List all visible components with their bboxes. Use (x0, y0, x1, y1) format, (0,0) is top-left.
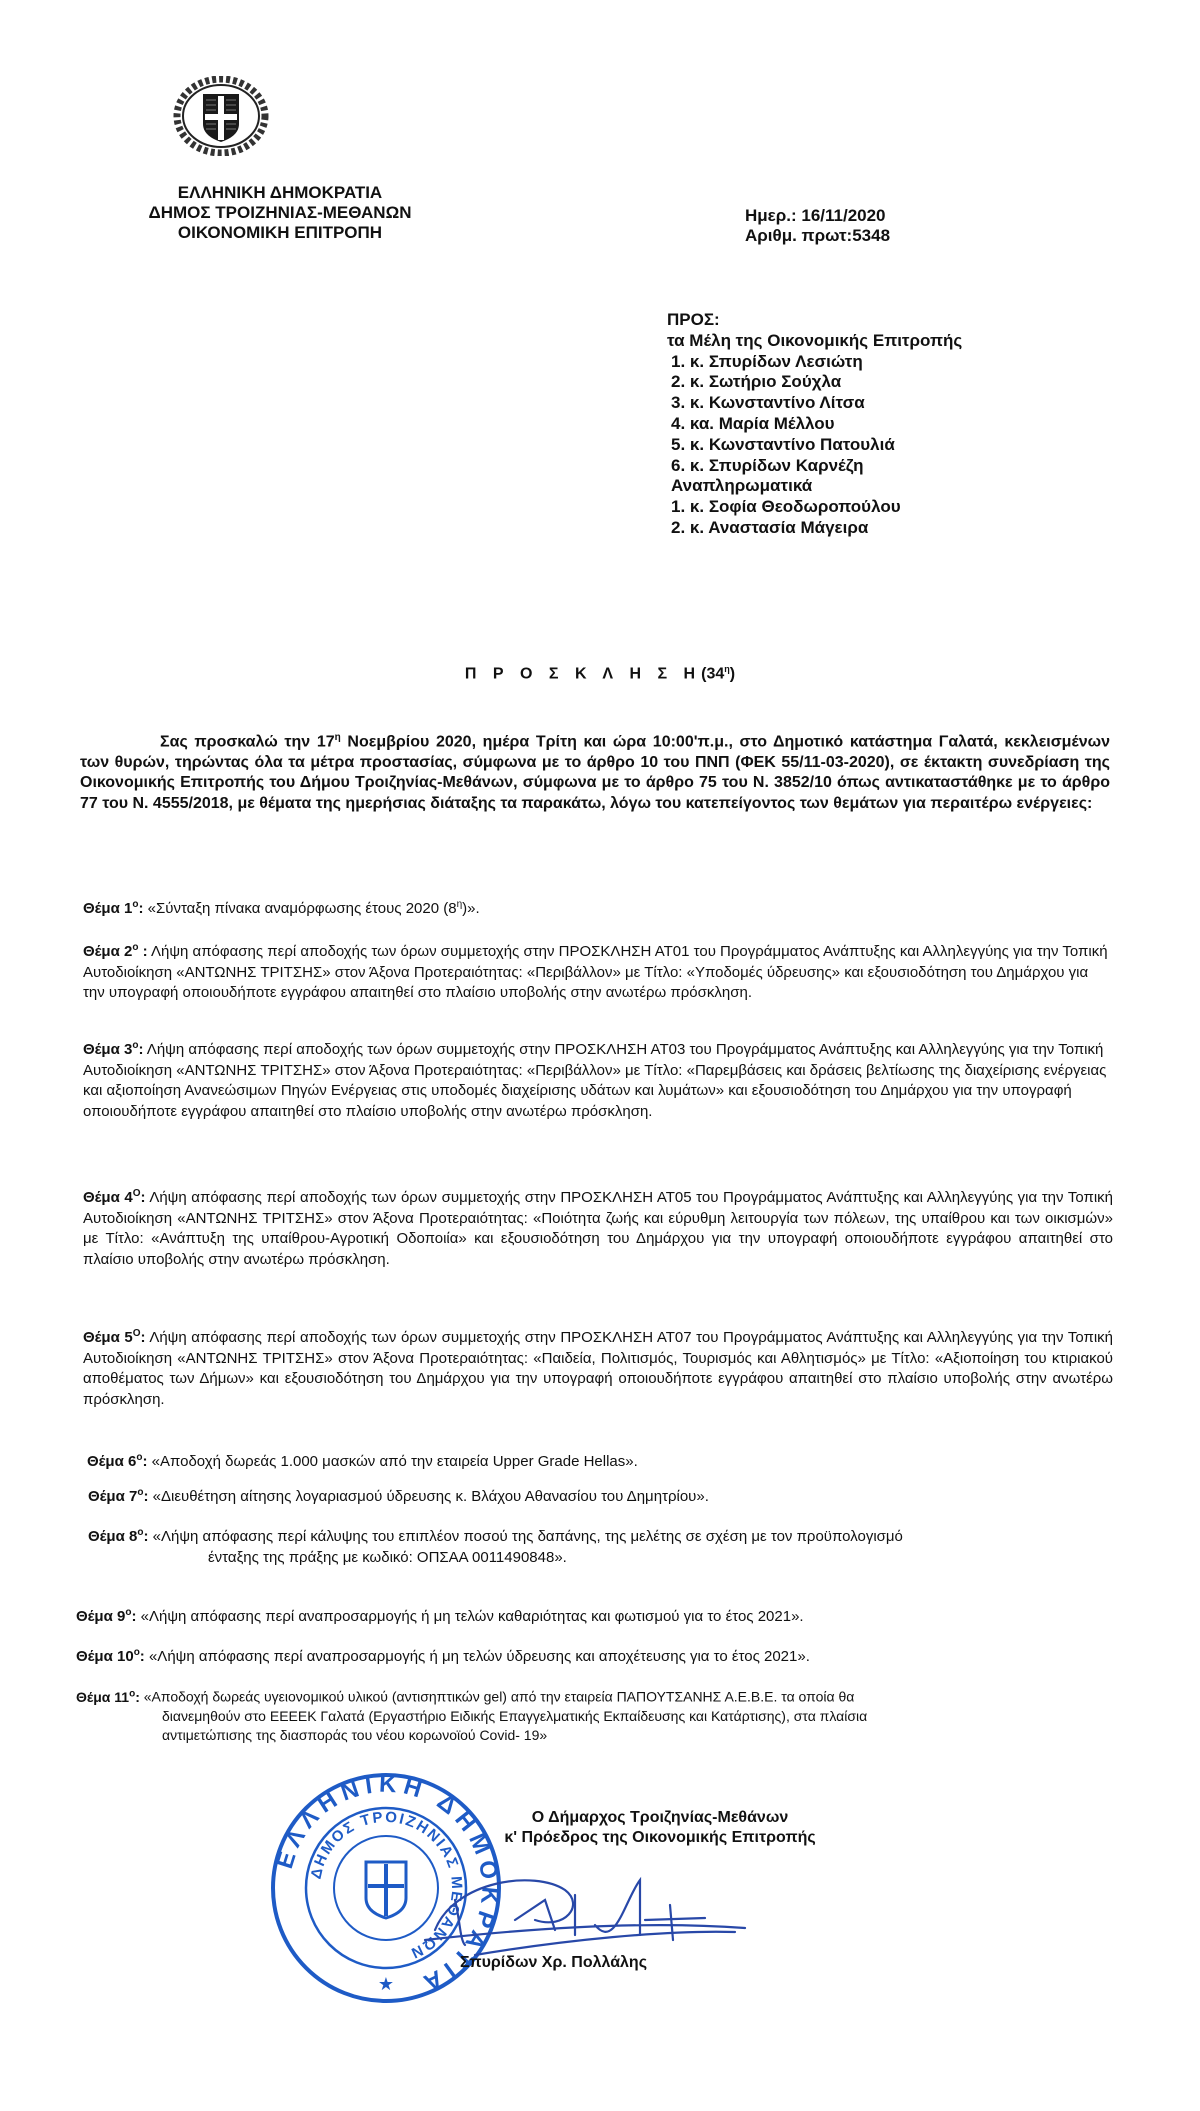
agenda-topic-3 (83, 1036, 1113, 1122)
topic-text: «Λήψη απόφασης περί κάλυψης του επιπλέον ποσού της δαπάνης, της μελέτης σε σχέση με τον προϋπολογισμό (152, 1528, 903, 1545)
signatory-title-line-1: Ο Δήμαρχος Τροιζηνίας-Μεθάνων (531, 1809, 789, 1826)
alternate-member: 2. κ. Αναστασία Μάγειρα (671, 517, 869, 537)
topic-label: Θέμα $5^O$: (83, 1328, 146, 1346)
topic-text-continued: ένταξης της πράξης με κωδικό: ΟΠΣΑΑ 0011490848». (208, 1548, 567, 1566)
topic-text: Λήψη απόφασης περί αποδοχής των όρων συμμετοχής στην ΠΡΟΣΚΛΗΣΗ ΑΤ07 του Προγράμματος Ανάπτυξης και Αλληλεγγύης για την Τοπική Αυτοδιοίκηση «ΑΝΤΩΝΗΣ ΤΡΙΤΣΗΣ» στον Άξονα Προτεραιότητας: «Παιδεία, Πολιτισμός, Τουρισμός και Αθλητισμός» με Τίτλο: «Αξιοποίηση του κτιριακού αποθέματος των Δήμων» και εξουσιοδότηση του Δημάρχου για την υπογραφή οποιουδήποτε εγγράφου απαιτηθεί στο πλαίσιο υποβολής στην ανωτέρω πρόσκληση. (83, 1329, 1113, 1408)
signatory-name: Σπυρίδων Χρ. Πολλάλης (460, 1954, 648, 1971)
agenda-topic-11 (76, 1684, 1116, 1745)
invitation-paragraph (80, 728, 1110, 814)
title-number-sup: η (724, 664, 730, 674)
topic-text: «Αποδοχή δωρεάς 1.000 μασκών από την εταιρεία Upper Grade Hellas». (151, 1453, 638, 1470)
alternates-label: Αναπληρωματικά (671, 476, 813, 496)
title-close: ) (729, 665, 736, 683)
recipient-member: 5. κ. Κωνσταντίνο Πατουλιά (671, 434, 895, 454)
topic-text-continued: αντιμετώπισης της διασποράς του νέου κορωνοϊού Covid- 19» (162, 1726, 548, 1743)
stamp-outer-text: ΕΛΛΗΝΙΚΗ ΔΗΜΟΚΡΑΤΙΑ (271, 1770, 504, 1999)
topic-text: Λήψη απόφασης περί αποδοχής των όρων συμμετοχής στην ΠΡΟΣΚΛΗΣΗ ΑΤ01 του Προγράμματος Ανάπτυξης και Αλληλεγγύης για την Τοπική Αυτοδιοίκηση «ΑΝΤΩΝΗΣ ΤΡΙΤΣΗΣ» στον Άξονα Προτεραιότητας: «Περιβάλλον» με Τίτλο: «Υποδομές ύδρευσης» και εξουσιοδότηση του Δημάρχου για την υπογραφή οποιουδήποτε εγγράφου απαιτηθεί στο πλαίσιο υποβολής στην ανωτέρω πρόσκληση. (83, 943, 1108, 1001)
header-line-committee: ΟΙΚΟΝΟΜΙΚΗ ΕΠΙΤΡΟΠΗ (177, 223, 383, 242)
document-title (0, 664, 1200, 683)
greek-coat-of-arms-icon (173, 76, 269, 156)
topic-text-continued: διανεμηθούν στο ΕΕΕΕΚ Γαλατά (Εργαστήριο Ειδικής Επαγγελματικής Εκπαίδευσης και Κατάρτισης), στα πλαίσια (162, 1707, 868, 1724)
intro-text-start: Σας προσκαλώ την 17 (160, 733, 335, 751)
agenda-topic-10 (76, 1643, 1106, 1668)
topic-text: «Διευθέτηση αίτησης λογαριασμού ύδρευσης κ. Βλάχου Αθανασίου του Δημητρίου». (152, 1488, 709, 1505)
topic-label: Θέμα $1^o$: (83, 899, 144, 917)
agenda-topic-2 (83, 938, 1113, 1004)
topic-label: Θέμα $9^o$: (76, 1607, 137, 1625)
signatory-title-line-2: κ' Πρόεδρος της Οικονομικής Επιτροπής (504, 1829, 816, 1846)
title-text: Π Ρ Ο Σ Κ Λ Η Σ Η (464, 665, 702, 683)
header-line-country: ΕΛΛΗΝΙΚΗ ΔΗΜΟΚΡΑΤΙΑ (177, 183, 383, 202)
topic-label: Θέμα $10^o$: (76, 1647, 145, 1665)
topic-text: «Αποδοχή δωρεάς υγειονομικού υλικού (αντισηπτικών gel) από την εταιρεία ΠΑΠΟΥΤΣΑΝΗΣ Α.Ε.Β.Ε. τα οποία θα (143, 1688, 855, 1705)
agenda-topic-1 (83, 895, 1113, 920)
intro-sup: η (334, 732, 341, 743)
recipient-member: 1. κ. Σπυρίδων Λεσιώτη (671, 351, 863, 371)
topic-text: Λήψη απόφασης περί αποδοχής των όρων συμμετοχής στην ΠΡΟΣΚΛΗΣΗ ΑΤ03 του Προγράμματος Ανάπτυξης και Αλληλεγγύης για την Τοπική Αυτοδιοίκηση «ΑΝΤΩΝΗΣ ΤΡΙΤΣΗΣ» στον Άξονα Προτεραιότητας: «Περιβάλλον» με Τίτλο: «Παρεμβάσεις και δράσεις βελτίωσης της διαχείρισης ενέργειας και αξιοποίηση Ανανεώσιμων Πηγών Ενέργειας στις υποδομές διαχείρισης υδάτων και λυμάτων» και εξουσιοδότηση του Δημάρχου για την υπογραφή οποιουδήποτε εγγράφου απαιτηθεί στο πλαίσιο υποβολής στην ανωτέρω πρόσκληση. (83, 1041, 1107, 1120)
signatory-title (400, 1808, 920, 1848)
topic-text: «Σύνταξη πίνακα αναμόρφωσης έτους 2020 $(8^\eta)$». (147, 899, 480, 917)
agenda-topic-9 (76, 1603, 1106, 1628)
stamp-inner-text: ΔΗΜΟΣ ΤΡΟΙΖΗΝΙΑΣ ΜΕΘΑΝΩΝ (307, 1808, 466, 1963)
alternate-member: 1. κ. Σοφία Θεοδωροπούλου (671, 497, 901, 517)
document-date: Ημερ.: 16/11/2020 (745, 206, 886, 225)
recipient-member: 4. κα. Μαρία Μέλλου (671, 413, 835, 433)
coat-of-arms-emblem (173, 76, 269, 156)
recipient-member: 2. κ. Σωτήριο Σούχλα (671, 372, 842, 392)
agenda-topic-4 (83, 1184, 1113, 1270)
topic-label: Θέμα $11^o$: (76, 1688, 140, 1705)
handwritten-signature (415, 1860, 775, 1960)
agenda-topic-7 (88, 1483, 1118, 1508)
header-line-municipality: ΔΗΜΟΣ ΤΡΟΙΖΗΝΙΑΣ-ΜΕΘΑΝΩΝ (148, 203, 412, 222)
topic-label: Θέμα $6^o$: (87, 1452, 148, 1470)
topic-label: Θέμα $8^o$: (88, 1527, 149, 1545)
topic-text: «Λήψη απόφασης περί αναπροσαρμογής ή μη τελών ύδρευσης και αποχέτευσης για το έτος 2021». (148, 1648, 810, 1665)
recipient-member: 3. κ. Κωνσταντίνο Λίτσα (671, 393, 865, 413)
agenda-topic-5 (83, 1324, 1113, 1410)
topic-text: «Λήψη απόφασης περί αναπροσαρμογής ή μη τελών καθαριότητας και φωτισμού για το έτος 2021». (140, 1608, 804, 1625)
svg-text:★: ★ (377, 1974, 395, 1995)
protocol-number: Αριθμ. πρωτ:5348 (745, 226, 891, 245)
topic-text: Λήψη απόφασης περί αποδοχής των όρων συμμετοχής στην ΠΡΟΣΚΛΗΣΗ ΑΤ05 του Προγράμματος Ανάπτυξης και Αλληλεγγύης για την Τοπική Αυτοδιοίκηση «ΑΝΤΩΝΗΣ ΤΡΙΤΣΗΣ» στον Άξονα Προτεραιότητας: «Ποιότητα ζωής και εύρυθμη λειτουργία των πόλεων, της υπαίθρου και των οικισμών» με Τίτλο: «Ανάπτυξη της υπαίθρου-Αγροτική Οδοποιία» και εξουσιοδότηση του Δημάρχου για την υπογραφή οποιουδήποτε εγγράφου απαιτηθεί στο πλαίσιο υποβολής στην ανωτέρω πρόσκληση. (83, 1189, 1113, 1268)
topic-label: Θέμα $4^O$: (83, 1188, 146, 1206)
agenda-topic-8 (88, 1523, 1118, 1568)
signature-scribble-icon (415, 1860, 775, 1960)
to-label: ΠΡΟΣ: (667, 310, 720, 329)
topic-label: Θέμα $3^o$: (83, 1040, 144, 1058)
intro-text-rest: Νοεμβρίου 2020, ημέρα Τρίτη και ώρα 10:00'π.μ., στο Δημοτικό κατάστημα Γαλατά, κεκλεισμένων των θυρών, τηρώντας όλα τα μέτρα προστασίας, σύμφωνα με το άρθρο 10 του ΠΝΠ (ΦΕΚ 55/11-03-2020), σε έκτακτη συνεδρίαση της Οικονομικής Επιτροπής του Δήμου Τροιζηνίας-Μεθάνων, σύμφωνα με το άρθρο 75 του Ν. 3852/10 όπως αντικαταστάθηκε με το άρθρο 77 του Ν. 4555/2018, με θέματα της ημερήσιας διάταξης τα παρακάτω, λόγω του κατεπείγοντος των θεμάτων για περαιτέρω ενέργειες: (80, 733, 1110, 812)
document-meta (745, 206, 890, 246)
recipients-block (667, 310, 962, 539)
topic-label: Θέμα $7^o$: (88, 1487, 149, 1505)
recipient-group: τα Μέλη της Οικονομικής Επιτροπής (667, 330, 963, 350)
topic-label: Θέμα $2^o$ : (83, 942, 148, 960)
title-number: (34 (701, 665, 725, 683)
issuer-header (100, 183, 460, 243)
agenda-topic-6 (87, 1448, 1117, 1473)
recipient-member: 6. κ. Σπυρίδων Καρνέζη (671, 455, 864, 475)
